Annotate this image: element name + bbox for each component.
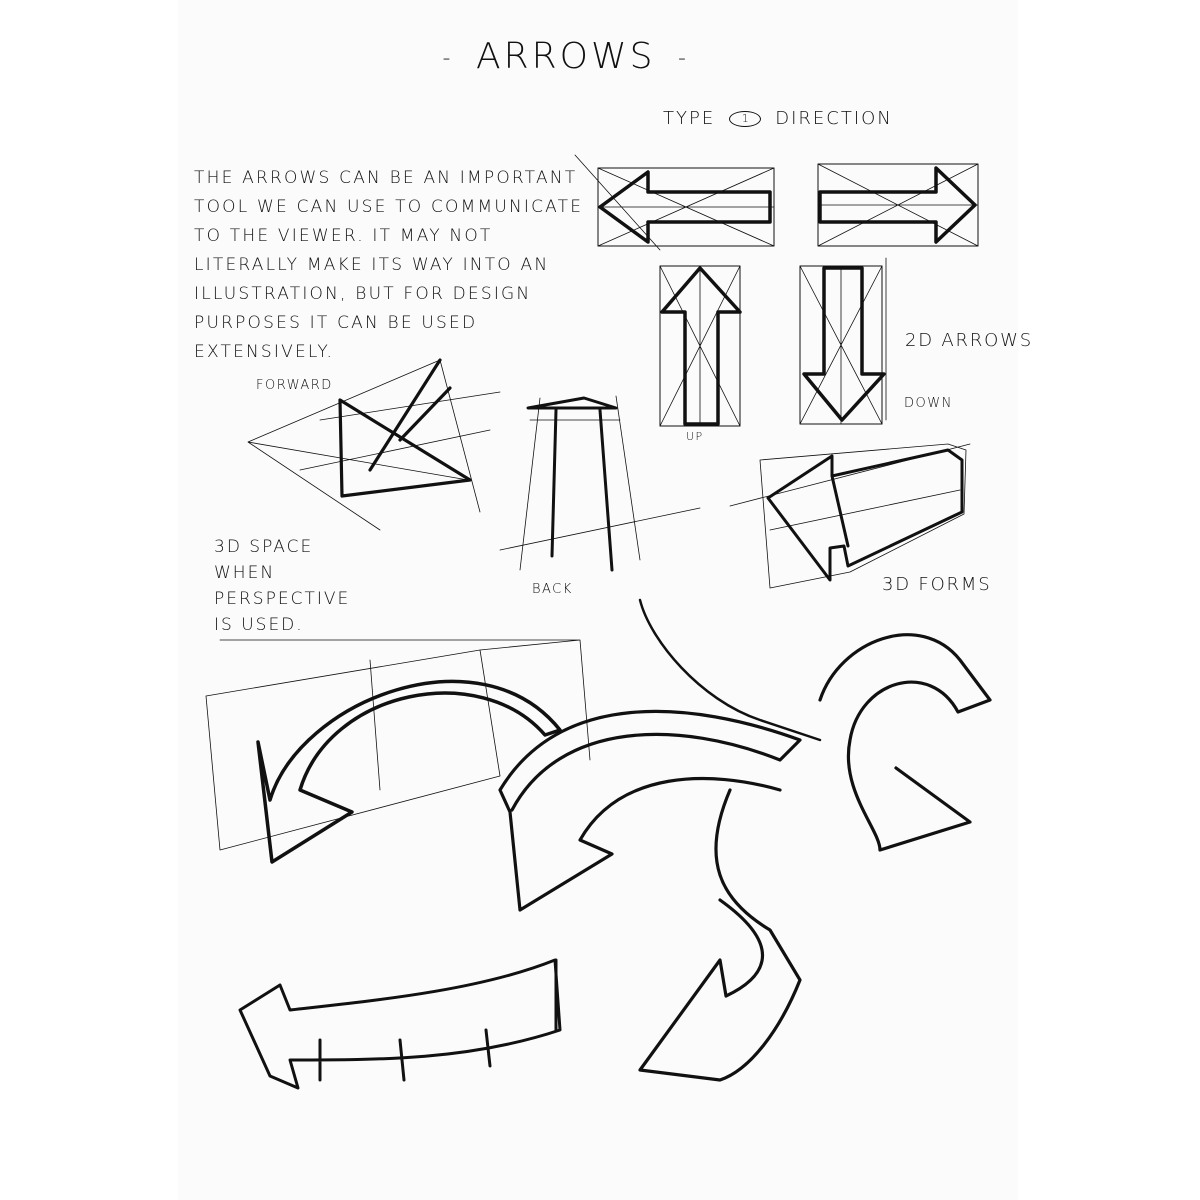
arrow-ribbon-left-sketch: [500, 600, 820, 910]
arrow-2d-down-sketch: [800, 258, 886, 424]
type-category: DIRECTION: [775, 108, 893, 129]
label-down: DOWN: [904, 396, 953, 411]
arrow-2d-right-sketch: [818, 164, 978, 246]
title-dash-left: -: [442, 45, 454, 71]
arrow-back-perspective-sketch: [500, 396, 700, 570]
type-line: [663, 108, 893, 129]
title-dash-right: -: [677, 45, 689, 71]
type-number-badge: 1: [729, 111, 761, 127]
arrow-3d-block-sketch: [730, 444, 970, 588]
label-forward: FORWARD: [256, 378, 333, 393]
arrow-ribbon-down-sketch: [640, 790, 800, 1080]
label-back: BACK: [532, 582, 573, 597]
arrow-2d-up-sketch: [660, 266, 740, 426]
arrow-2d-left-sketch: [575, 155, 774, 250]
page-title: [420, 36, 720, 77]
arrow-ribbon-right-sketch: [820, 635, 990, 850]
title-text: ARROWS: [476, 36, 656, 77]
label-perspective-note: 3D SPACE WHEN PERSPECTIVE IS USED.: [214, 537, 351, 635]
label-2d-arrows: 2D ARROWS: [905, 330, 1033, 351]
intro-paragraph: THE ARROWS CAN BE AN IMPORTANT TOOL WE CAN USE TO COMMUNICATE TO THE VIEWER. IT MAY NOT LITERALLY MAKE ITS WAY INTO AN ILLUSTRATION, BUT FOR DESIGN PURPOSES IT CAN BE USED EXTENSIVELY.: [194, 168, 584, 362]
type-label: TYPE: [663, 108, 716, 129]
label-up: UP: [686, 430, 704, 443]
label-3d-forms: 3D FORMS: [882, 574, 992, 595]
arrow-curved-block-sketch: [240, 960, 560, 1088]
